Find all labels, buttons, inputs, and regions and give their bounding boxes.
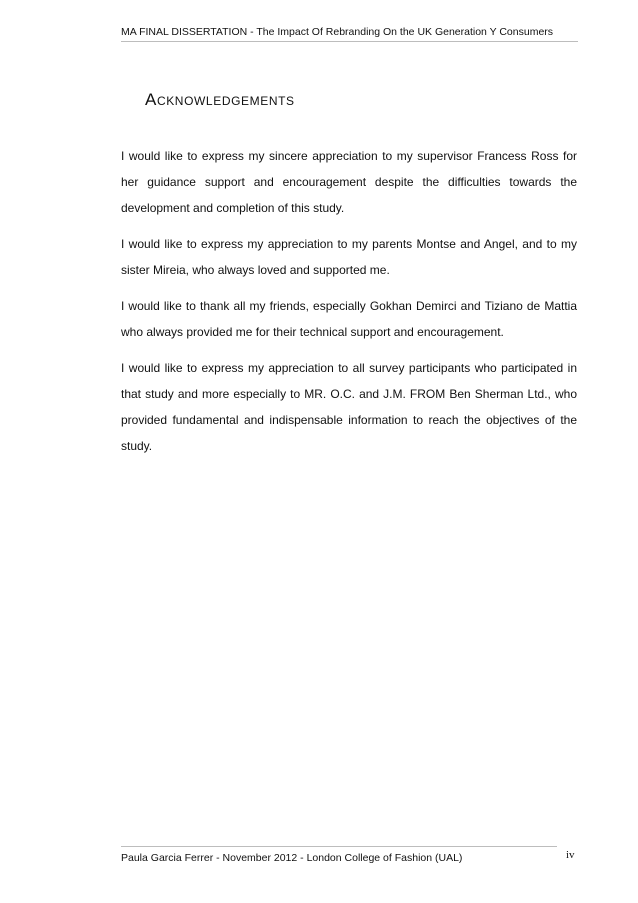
footer-divider (121, 846, 557, 847)
paragraph-supervisor: I would like to express my sincere appreciation to my supervisor Francess Ross for her guidance support and encouragement despite the difficulties towards the development and completion of this study. (121, 149, 577, 215)
paragraph-participants: I would like to express my appreciation to all survey participants who participated in that study and more especially to MR. O.C. and J.M. FROM Ben Sherman Ltd., who provided fundamental and indispensable information to reach the objectives of the study. (121, 361, 577, 453)
acknowledgements-body (121, 143, 577, 469)
header-divider (121, 41, 578, 42)
section-heading (145, 88, 295, 112)
section-heading-text: Acknowledgements (145, 90, 295, 109)
paragraph-parents: I would like to express my appreciation to my parents Montse and Angel, and to my sister Mireia, who always loved and supported me. (121, 237, 577, 277)
paragraph-friends: I would like to thank all my friends, especially Gokhan Demirci and Tiziano de Mattia who always provided me for their technical support and encouragement. (121, 299, 577, 339)
page-number: iv (566, 849, 575, 861)
running-header: MA FINAL DISSERTATION - The Impact Of Rebranding On the UK Generation Y Consumers (121, 26, 554, 38)
running-footer: Paula Garcia Ferrer - November 2012 - London College of Fashion (UAL) (121, 852, 463, 864)
